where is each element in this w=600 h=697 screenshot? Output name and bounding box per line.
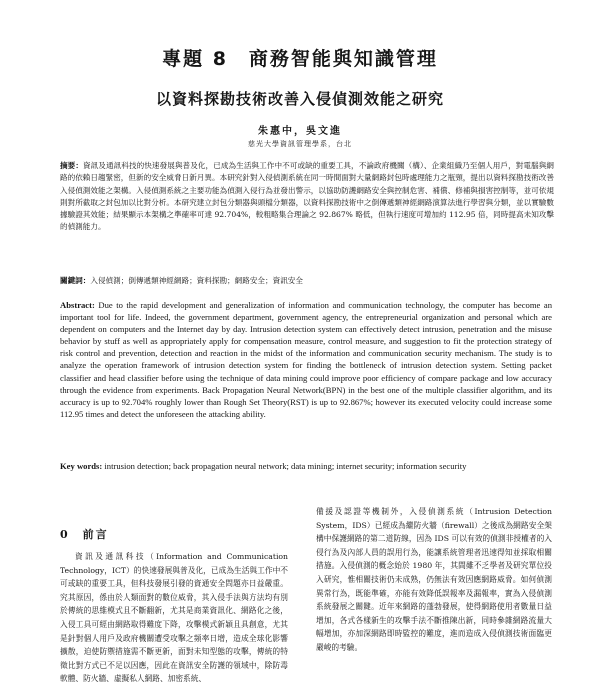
- keywords-english: [60, 460, 552, 473]
- keywords-chinese-text: 入侵偵測；倒傳遞類神經網路；資料探勘；網路安全；資訊安全: [90, 276, 303, 285]
- keywords-chinese-label: 關鍵詞：: [60, 276, 91, 285]
- affiliation: 慈光大學資訊管理學系，台北: [248, 140, 352, 148]
- abstract-chinese-text: 資訊及通訊科技的快速發展與普及化，已成為生活與工作中不可或缺的重要工具，不論政府機關（構）、企業組織乃至個人用戶，對電腦與網路的依賴日趨緊密，但新的安全威脅日新月異。本研究針對入侵偵測系統在同一時間面對大量網路封包時處理能力之瓶頸，提出以資料探勘技術改善入侵偵測效能之架構。入侵偵測系統之主要功能為偵測入侵行為並發出警示，以協助防護網路安全與控制危害、補償、修補與損害控制等，並可依規則對所截取之封包加以比對分析。本研究建立封包分類器與頭檔分類器，以資料探勘技術中之倒傳遞類神經網路演算法進行學習與分類，並以實驗數據驗證其效能；結果顯示本架構之準確率可達 92.704%，較粗略集合理論之 92.867% 略低，但執行速度可增加約 112.95 倍，同時提高未知攻擊的偵測能力。: [60, 161, 554, 232]
- abstract-english: [60, 299, 552, 420]
- abstract-english-label: Abstract:: [60, 300, 95, 310]
- paper-title: 以資料探勘技術改善入侵偵測效能之研究: [155, 90, 444, 108]
- abstract-chinese: [60, 160, 554, 234]
- keywords-english-text: intrusion detection; back propagation neural network; data mining; internet security; information security: [104, 461, 467, 471]
- section-heading: 0 前言: [60, 528, 109, 541]
- abstract-chinese-label: 摘要：: [60, 161, 83, 170]
- keywords-english-label: Key words:: [60, 461, 103, 471]
- abstract-english-text: Due to the rapid development and generalization of information and communication technology, the computer has become an important tool for life. Indeed, the government department, government agency, the entrepreneurial organization and personal which are dependent on computers and the Internet day by day. Intrusion detection system can effectively detect intrusion, penetration and the misuse behavior by stuff as well as appropriately apply for compensation measure, control measure, and suggestion to fit the protection strategy of risk control and prevention, detection and reaction in the midst of the information and communication security mechanism. The study is to analyze the operation framework of intrusion detection system for finding the bottleneck of intrusion detection system. Setting packet classifier and head classifier before using the technique of data mining could improve poor efficiency of compare package and low accuracy through the evidence from experiments. Back Propagation Neural Network(BPN) in the best one of the multiple classifier algorithm, and its accuracy is up to 92.704% roughly lower than Rough Set Theory(RST) is up to 92.867%; however its executed velocity could increase some 112.95 times and detect the unforeseen the attacking ability.: [60, 300, 552, 419]
- authors: 朱惠中，吳文進: [258, 126, 342, 137]
- body-column-left: 資訊及通訊科技（Information and Communication Technology，ICT）的快速發展與普及化，已成為生活與工作中不可或缺的重要工具，但科技發展引發的資通安全問題亦日益嚴重。究其原因，係由於人類面對的數位威脅，其入侵手法與方法均有別於傳統的思維模式且不斷翻新，尤其是商業資訊化、網路化之後，入侵工具可經由網路取得難度下降，攻擊模式新穎且具創意，尤其是針對個人用戶及政府機關遭受攻擊之頻率日增，造成全球化影響擴散，迫使防禦措施需不斷更新，面對未知型態的攻擊，傳統的特徵比對方式已不足以因應，因此在資訊安全防護的領域中，除防毒軟體、防火牆、虛擬私人網路、加密系統、: [60, 552, 288, 684]
- section-title: 專題 8 商務智能與知識管理: [162, 48, 438, 70]
- body-column-right: 備援及認證等機制外，入侵偵測系統（Intrusion Detection System，IDS）已經成為繼防火牆（firewall）之後成為網路安全架構中保護網路的第二道防線，因為 IDS 可以有效的偵測非授權者的入侵行為及內部人員的誤用行為，能讓系統管理者迅速得知並採取相關措施。入侵偵測的概念始於 1980 年，其間雖不乏學者及研究單位投入研究，惟相關技術仍未成熟，仍無法有效因應網路威脅。如何偵測異常行為，既能準確，亦能有效降低誤報率及漏報率，實為入侵偵測系統發展之關鍵。近年來網路的蓬勃發展，使得網路使用者數量日益增加，各式各樣新生的攻擊手法不斷推陳出新，同時參雜網路流量大幅增加，亦加深網路即時監控的難度，進而造成入侵偵測技術面臨更嚴峻的考驗。: [316, 507, 552, 652]
- keywords-chinese: [60, 275, 554, 287]
